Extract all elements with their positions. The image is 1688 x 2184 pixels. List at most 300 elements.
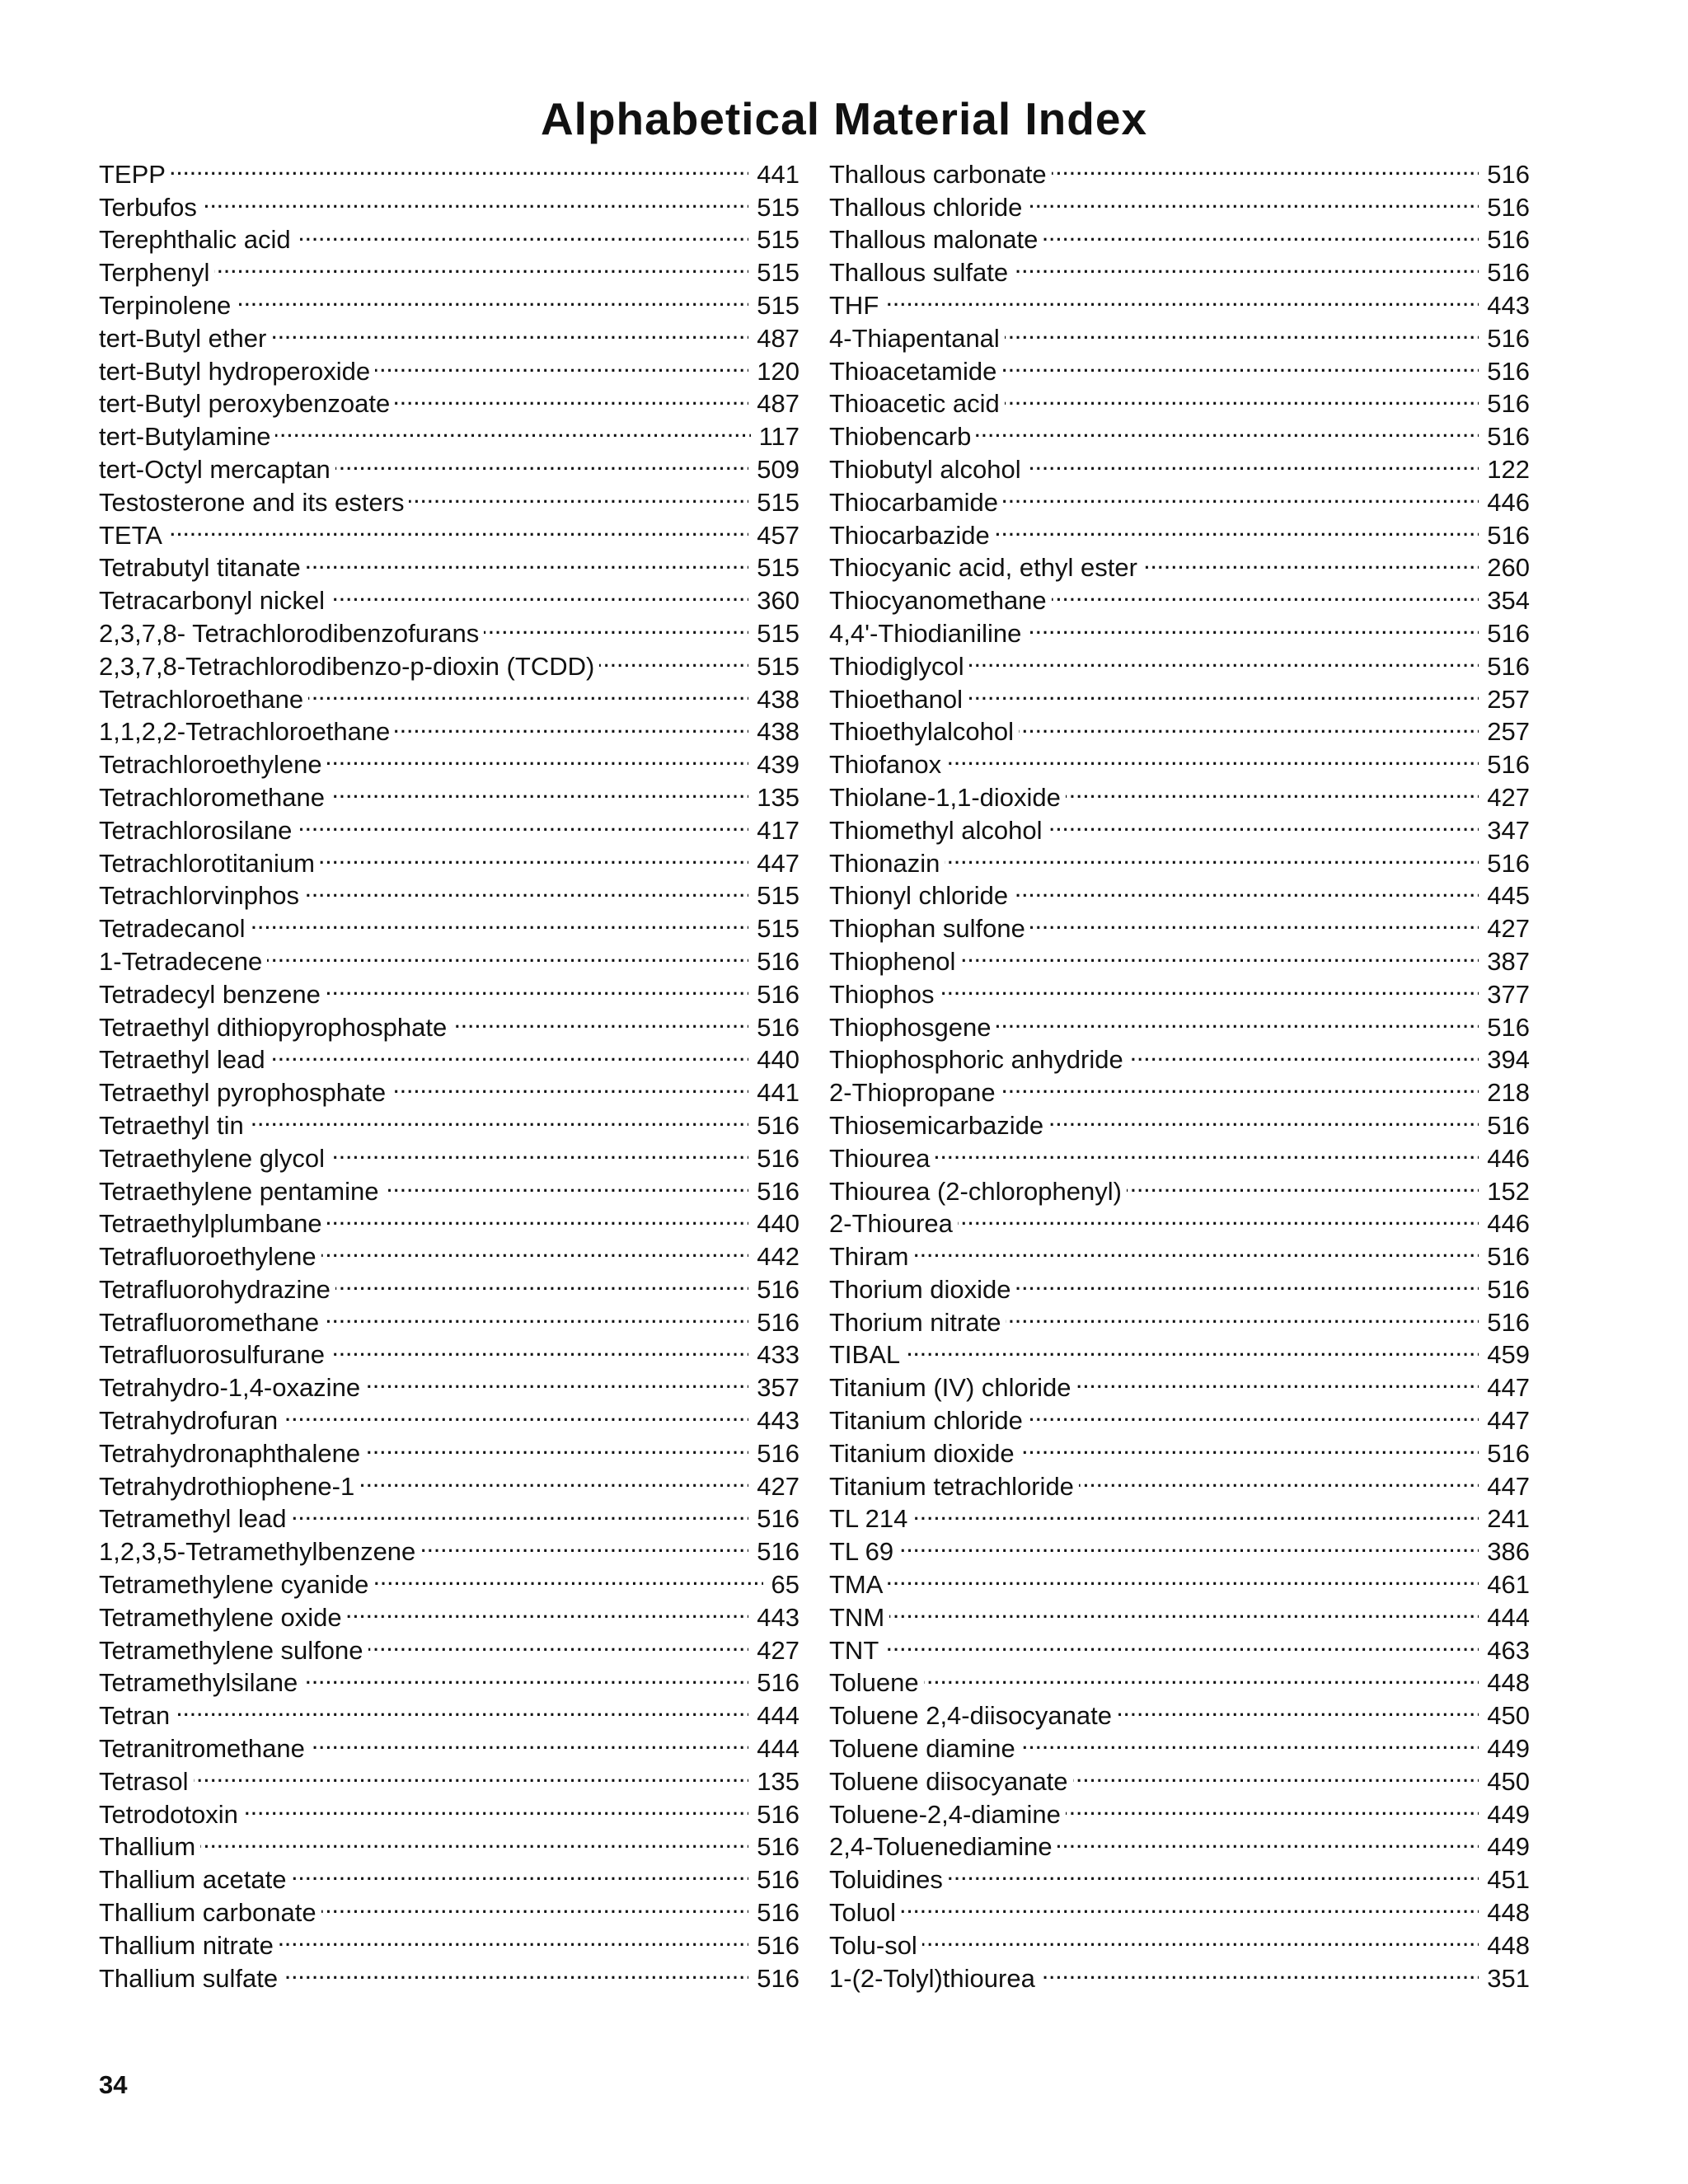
entry-page: 152 xyxy=(1487,1176,1530,1206)
index-entry xyxy=(829,1888,1530,1928)
entry-page: 515 xyxy=(757,290,799,320)
entry-page: 117 xyxy=(758,422,799,452)
entry-name: Tetrachloroethane xyxy=(99,684,304,714)
entry-page: 394 xyxy=(1487,1045,1530,1075)
entry-name: Toluene xyxy=(829,1668,919,1698)
entry-name: tert-Butyl hydroperoxide xyxy=(99,356,371,386)
index-entry xyxy=(99,544,799,583)
entry-name: Thorium dioxide xyxy=(829,1274,1011,1304)
entry-page: 443 xyxy=(757,1602,799,1632)
entry-name: Tetramethylene sulfone xyxy=(99,1635,363,1665)
entry-name: Tetrachloromethane xyxy=(99,782,325,812)
dot-leader xyxy=(279,1921,748,1954)
index-entry xyxy=(99,1724,799,1764)
index-entry xyxy=(99,1691,799,1731)
entry-page: 516 xyxy=(1487,356,1530,386)
entry-page: 386 xyxy=(1487,1537,1530,1567)
entry-page: 387 xyxy=(1487,946,1530,976)
dot-leader xyxy=(948,1855,1479,1888)
entry-name: 1-(2-Tolyl)thiourea xyxy=(829,1963,1035,1993)
entry-page: 443 xyxy=(757,1406,799,1436)
entry-page: 354 xyxy=(1487,586,1530,616)
entry-name: TNM xyxy=(829,1602,885,1632)
entry-page: 448 xyxy=(1487,1668,1530,1698)
entry-name: TL 69 xyxy=(829,1537,894,1567)
dot-leader xyxy=(1079,1462,1479,1495)
dot-leader xyxy=(321,1888,749,1921)
dot-leader xyxy=(1048,1101,1479,1134)
entry-page: 445 xyxy=(1487,881,1530,911)
entry-name: Tetrahydrothiophene-1 xyxy=(99,1471,355,1501)
entry-page: 516 xyxy=(1487,1110,1530,1140)
entry-page: 427 xyxy=(1487,914,1530,944)
dot-leader xyxy=(270,1036,749,1069)
entry-name: Thiolane-1,1-dioxide xyxy=(829,782,1061,812)
entry-name: THF xyxy=(829,290,879,320)
entry-name: Thiophenol xyxy=(829,946,956,976)
entry-name: Thallium nitrate xyxy=(99,1930,274,1960)
entry-page: 516 xyxy=(1487,1274,1530,1304)
dot-leader xyxy=(326,970,748,1003)
entry-page: 351 xyxy=(1487,1963,1530,1993)
dot-leader xyxy=(1003,478,1479,511)
entry-name: Toluene-2,4-diamine xyxy=(829,1799,1061,1829)
dot-leader xyxy=(327,740,749,773)
entry-name: Tolu-sol xyxy=(829,1930,917,1960)
entry-name: 2-Thiourea xyxy=(829,1209,953,1239)
entry-name: Thiophan sulfone xyxy=(829,914,1025,944)
entry-name: Thallous sulfate xyxy=(829,258,1009,288)
index-entry xyxy=(829,150,1530,189)
entry-page: 516 xyxy=(1487,159,1530,189)
entry-name: tert-Butyl peroxybenzoate xyxy=(99,389,391,419)
dot-leader xyxy=(291,1855,748,1888)
entry-name: Toluol xyxy=(829,1898,896,1928)
dot-leader xyxy=(940,970,1479,1003)
dot-leader xyxy=(1016,1265,1479,1298)
entry-name: Toluene diisocyanate xyxy=(829,1766,1068,1796)
entry-page: 427 xyxy=(757,1635,799,1665)
entry-page: 516 xyxy=(757,1307,799,1337)
entry-page: 516 xyxy=(1487,1307,1530,1337)
entry-name: Thioacetamide xyxy=(829,356,997,386)
entry-page: 440 xyxy=(757,1045,799,1075)
dot-leader xyxy=(1127,1167,1479,1200)
dot-leader xyxy=(976,412,1479,445)
dot-leader xyxy=(283,1954,748,1987)
entry-page: 347 xyxy=(1487,815,1530,845)
entry-page: 459 xyxy=(1487,1340,1530,1370)
entry-page: 427 xyxy=(1487,782,1530,812)
entry-page: 241 xyxy=(1487,1504,1530,1534)
entry-name: TETA xyxy=(99,520,162,550)
index-entry xyxy=(99,150,799,189)
entry-page: 448 xyxy=(1487,1930,1530,1960)
entry-name: Thionyl chloride xyxy=(829,881,1009,911)
dot-leader xyxy=(912,1495,1479,1528)
dot-leader xyxy=(310,1724,748,1757)
dot-leader xyxy=(330,1134,748,1167)
entry-name: TL 214 xyxy=(829,1504,908,1534)
entry-page: 515 xyxy=(757,881,799,911)
entry-page: 515 xyxy=(757,914,799,944)
dot-leader xyxy=(1128,1036,1479,1069)
entry-name: Titanium dioxide xyxy=(829,1438,1015,1468)
entry-page: 487 xyxy=(757,323,799,353)
entry-page: 260 xyxy=(1487,553,1530,583)
dot-leader xyxy=(320,839,748,872)
entry-name: Tetramethylene oxide xyxy=(99,1602,342,1632)
entry-page: 65 xyxy=(771,1570,799,1600)
entry-page: 516 xyxy=(1487,520,1530,550)
dot-leader xyxy=(888,1560,1479,1593)
entry-page: 516 xyxy=(757,1668,799,1698)
dot-leader xyxy=(968,675,1479,708)
index-entry xyxy=(99,216,799,255)
dot-leader xyxy=(375,347,748,380)
entry-page: 427 xyxy=(757,1471,799,1501)
entry-page: 438 xyxy=(757,684,799,714)
index-entry xyxy=(829,1495,1530,1534)
dot-leader xyxy=(194,1757,749,1790)
entry-name: Thiocarbamide xyxy=(829,487,999,517)
entry-page: 509 xyxy=(757,454,799,484)
entry-name: Thallium xyxy=(99,1832,196,1862)
dot-leader xyxy=(308,675,748,708)
entry-page: 487 xyxy=(757,389,799,419)
index-entry xyxy=(829,1626,1530,1665)
index-entry xyxy=(829,1265,1530,1304)
entry-name: Thiofanox xyxy=(829,750,942,780)
entry-name: Toluene diamine xyxy=(829,1734,1015,1764)
dot-leader xyxy=(267,937,748,970)
entry-page: 515 xyxy=(757,487,799,517)
entry-name: Thiosemicarbazide xyxy=(829,1110,1044,1140)
dot-leader xyxy=(395,380,748,413)
dot-leader xyxy=(1020,1429,1479,1462)
dot-leader xyxy=(373,1560,762,1593)
entry-name: 4-Thiapentanal xyxy=(829,323,1000,353)
entry-name: Tetramethylene cyanide xyxy=(99,1570,369,1600)
entry-page: 516 xyxy=(1487,750,1530,780)
entry-name: Tetracarbonyl nickel xyxy=(99,586,325,616)
entry-page: 442 xyxy=(757,1242,799,1272)
entry-page: 516 xyxy=(1487,618,1530,648)
dot-leader xyxy=(1052,150,1479,183)
entry-name: Thiocarbazide xyxy=(829,520,990,550)
dot-leader xyxy=(283,1396,748,1429)
entry-page: 447 xyxy=(1487,1471,1530,1501)
entry-page: 516 xyxy=(1487,651,1530,681)
entry-name: Tetrahydrofuran xyxy=(99,1406,279,1436)
entry-page: 449 xyxy=(1487,1832,1530,1862)
entry-page: 516 xyxy=(757,1143,799,1173)
index-entry xyxy=(829,1232,1530,1272)
dot-leader xyxy=(1001,347,1479,380)
dot-leader xyxy=(330,773,748,806)
index-entry xyxy=(829,1659,1530,1698)
entry-name: Tetrachlorotitanium xyxy=(99,848,315,878)
entry-name: Tetraethylene pentamine xyxy=(99,1176,379,1206)
entry-page: 257 xyxy=(1487,717,1530,747)
dot-leader xyxy=(898,1527,1479,1560)
entry-name: Toluene 2,4-diisocyanate xyxy=(829,1701,1112,1731)
dot-leader xyxy=(171,150,748,183)
entry-name: Thiourea (2-chlorophenyl) xyxy=(829,1176,1122,1206)
entry-page: 516 xyxy=(757,979,799,1009)
entry-page: 516 xyxy=(1487,389,1530,419)
index-entry xyxy=(99,183,799,222)
entry-name: Thiodiglycol xyxy=(829,651,964,681)
entry-page: 257 xyxy=(1487,684,1530,714)
dot-leader xyxy=(945,839,1479,872)
entry-name: Tetraethylplumbane xyxy=(99,1209,322,1239)
dot-leader xyxy=(452,1003,748,1036)
entry-page: 122 xyxy=(1487,454,1530,484)
entry-name: 1,1,2,2-Tetrachloroethane xyxy=(99,717,391,747)
dot-leader xyxy=(1020,1724,1479,1757)
dot-leader xyxy=(884,1626,1479,1659)
entry-name: Tetraethylene glycol xyxy=(99,1143,325,1173)
index-entry xyxy=(829,1954,1530,1993)
dot-leader xyxy=(1057,1823,1479,1856)
dot-leader xyxy=(905,1331,1479,1364)
dot-leader xyxy=(1026,609,1479,642)
entry-name: Tetrafluoromethane xyxy=(99,1307,320,1337)
index-entry xyxy=(829,1363,1530,1403)
index-entry xyxy=(99,1855,799,1895)
entry-page: 449 xyxy=(1487,1734,1530,1764)
dot-leader xyxy=(236,281,748,314)
entry-name: 2-Thiopropane xyxy=(829,1078,996,1108)
entry-page: 516 xyxy=(757,1110,799,1140)
entry-page: 438 xyxy=(757,717,799,747)
entry-name: Thallous carbonate xyxy=(829,159,1047,189)
page-title: Alphabetical Material Index xyxy=(540,93,1148,144)
index-entry xyxy=(829,281,1530,320)
entry-name: Thallium acetate xyxy=(99,1865,287,1895)
dot-leader xyxy=(214,248,748,281)
entry-name: 4,4'-Thiodianiline xyxy=(829,618,1022,648)
dot-leader xyxy=(324,1298,748,1331)
entry-page: 516 xyxy=(757,1799,799,1829)
dot-leader xyxy=(306,544,749,577)
dot-leader xyxy=(901,1888,1479,1921)
entry-name: Thallous chloride xyxy=(829,192,1023,222)
index-entry xyxy=(829,1134,1530,1173)
entry-name: Terpinolene xyxy=(99,290,232,320)
index-entry xyxy=(99,1790,799,1829)
entry-page: 457 xyxy=(757,520,799,550)
entry-name: Thiocyanomethane xyxy=(829,586,1047,616)
dot-leader xyxy=(1142,544,1479,577)
entry-name: Thiomethyl alcohol xyxy=(829,815,1043,845)
entry-page: 120 xyxy=(757,356,799,386)
entry-page: 447 xyxy=(1487,1373,1530,1403)
dot-leader xyxy=(271,314,748,347)
entry-name: Tetranitromethane xyxy=(99,1734,305,1764)
entry-name: Tetraethyl dithiopyrophosphate xyxy=(99,1012,448,1042)
entry-name: Thiophos xyxy=(829,979,935,1009)
entry-page: 135 xyxy=(757,1766,799,1796)
dot-leader xyxy=(1026,445,1479,478)
dot-leader xyxy=(365,1429,748,1462)
dot-leader xyxy=(946,740,1479,773)
entry-page: 516 xyxy=(1487,1438,1530,1468)
index-entry xyxy=(829,1560,1530,1600)
entry-page: 360 xyxy=(757,586,799,616)
index-entry xyxy=(829,1921,1530,1960)
dot-leader xyxy=(484,609,748,642)
index-entry xyxy=(829,1331,1530,1370)
entry-name: 1-Tetradecene xyxy=(99,946,263,976)
entry-page: 417 xyxy=(757,815,799,845)
entry-page: 447 xyxy=(1487,1406,1530,1436)
dot-leader xyxy=(1043,216,1479,249)
entry-page: 516 xyxy=(1487,225,1530,255)
dot-leader xyxy=(1027,183,1479,216)
entry-page: 451 xyxy=(1487,1865,1530,1895)
entry-page: 450 xyxy=(1487,1701,1530,1731)
entry-name: Terphenyl xyxy=(99,258,210,288)
dot-leader xyxy=(922,1921,1479,1954)
entry-name: Tetrabutyl titanate xyxy=(99,553,301,583)
entry-page: 444 xyxy=(757,1701,799,1731)
dot-leader xyxy=(1047,806,1479,839)
entry-name: 2,3,7,8- Tetrachlorodibenzofurans xyxy=(99,618,480,648)
entry-page: 447 xyxy=(757,848,799,878)
entry-name: Tetrafluorosulfurane xyxy=(99,1340,325,1370)
entry-page: 516 xyxy=(757,1176,799,1206)
dot-leader xyxy=(1030,904,1479,937)
entry-name: Toluidines xyxy=(829,1865,943,1895)
entry-page: 461 xyxy=(1487,1570,1530,1600)
dot-leader xyxy=(1028,1396,1479,1429)
dot-leader xyxy=(384,1167,749,1200)
entry-name: Terbufos xyxy=(99,192,197,222)
entry-page: 516 xyxy=(1487,1012,1530,1042)
entry-page: 446 xyxy=(1487,1209,1530,1239)
index-entry xyxy=(99,511,799,550)
dot-leader xyxy=(167,511,748,544)
entry-name: Tetraethyl lead xyxy=(99,1045,265,1075)
entry-name: Titanium tetrachloride xyxy=(829,1471,1074,1501)
entry-name: Tetrahydro-1,4-oxazine xyxy=(99,1373,361,1403)
entry-page: 516 xyxy=(757,1438,799,1468)
entry-name: Tetramethylsilane xyxy=(99,1668,298,1698)
dot-leader xyxy=(297,806,748,839)
dot-leader xyxy=(599,642,748,675)
dot-leader xyxy=(1013,248,1479,281)
entry-page: 444 xyxy=(1487,1602,1530,1632)
dot-leader xyxy=(1013,872,1479,905)
entry-name: Tetrodotoxin xyxy=(99,1799,238,1829)
dot-leader xyxy=(365,1363,748,1396)
entry-name: Thallium sulfate xyxy=(99,1963,279,1993)
entry-page: 516 xyxy=(757,946,799,976)
entry-name: Tetrachlorosilane xyxy=(99,815,293,845)
entry-page: 516 xyxy=(757,1898,799,1928)
dot-leader xyxy=(335,445,748,478)
index-entry xyxy=(829,1527,1530,1567)
entry-name: Tetran xyxy=(99,1701,171,1731)
entry-name: Tetraethyl pyrophosphate xyxy=(99,1078,387,1108)
dot-leader xyxy=(330,1331,748,1364)
dot-leader xyxy=(1052,576,1479,609)
entry-page: 516 xyxy=(757,1963,799,1993)
entry-page: 218 xyxy=(1487,1078,1530,1108)
entry-name: Thioethylalcohol xyxy=(829,717,1015,747)
dot-leader xyxy=(321,1232,749,1265)
entry-page: 516 xyxy=(757,1537,799,1567)
dot-leader xyxy=(1076,1363,1479,1396)
page-number: 34 xyxy=(99,2070,128,2099)
entry-name: Thallium carbonate xyxy=(99,1898,316,1928)
dot-leader xyxy=(302,1659,748,1692)
dot-leader xyxy=(1006,1298,1479,1331)
entry-name: Thiophosphoric anhydride xyxy=(829,1045,1123,1075)
entry-page: 448 xyxy=(1487,1898,1530,1928)
entry-name: tert-Butyl ether xyxy=(99,323,267,353)
entry-name: Thorium nitrate xyxy=(829,1307,1001,1337)
entry-page: 516 xyxy=(1487,192,1530,222)
entry-page: 516 xyxy=(757,1865,799,1895)
entry-page: 433 xyxy=(757,1340,799,1370)
entry-page: 516 xyxy=(757,1012,799,1042)
dot-leader xyxy=(1066,1790,1479,1823)
entry-name: Thallous malonate xyxy=(829,225,1039,255)
entry-page: 377 xyxy=(1487,979,1530,1009)
entry-name: TNT xyxy=(829,1635,879,1665)
dot-leader xyxy=(275,412,750,445)
dot-leader xyxy=(409,478,748,511)
entry-name: Thioethanol xyxy=(829,684,964,714)
entry-page: 446 xyxy=(1487,487,1530,517)
dot-leader xyxy=(200,1823,748,1856)
dot-leader xyxy=(1001,1068,1479,1101)
entry-page: 515 xyxy=(757,192,799,222)
entry-page: 515 xyxy=(757,553,799,583)
entry-page: 515 xyxy=(757,225,799,255)
entry-page: 444 xyxy=(757,1734,799,1764)
index-column-right xyxy=(829,150,1530,1993)
entry-page: 516 xyxy=(757,1504,799,1534)
dot-leader xyxy=(368,1626,749,1659)
dot-leader xyxy=(175,1691,748,1724)
entry-name: Terephthalic acid xyxy=(99,225,291,255)
entry-name: Tetrahydronaphthalene xyxy=(99,1438,361,1468)
entry-name: Tetradecanol xyxy=(99,914,246,944)
index-entry xyxy=(829,314,1530,353)
dot-leader xyxy=(969,642,1479,675)
entry-name: Tetramethyl lead xyxy=(99,1504,287,1534)
dot-leader xyxy=(243,1790,748,1823)
entry-page: 440 xyxy=(757,1209,799,1239)
entry-page: 441 xyxy=(757,1078,799,1108)
dot-leader xyxy=(330,576,748,609)
dot-leader xyxy=(335,1265,748,1298)
entry-page: 443 xyxy=(1487,290,1530,320)
entry-page: 516 xyxy=(1487,323,1530,353)
entry-page: 516 xyxy=(757,1274,799,1304)
entry-page: 135 xyxy=(757,782,799,812)
dot-leader xyxy=(251,904,749,937)
entry-name: tert-Butylamine xyxy=(99,422,271,452)
entry-name: Titanium (IV) chloride xyxy=(829,1373,1071,1403)
entry-name: tert-Octyl mercaptan xyxy=(99,454,331,484)
dot-leader xyxy=(1117,1691,1479,1724)
entry-page: 450 xyxy=(1487,1766,1530,1796)
